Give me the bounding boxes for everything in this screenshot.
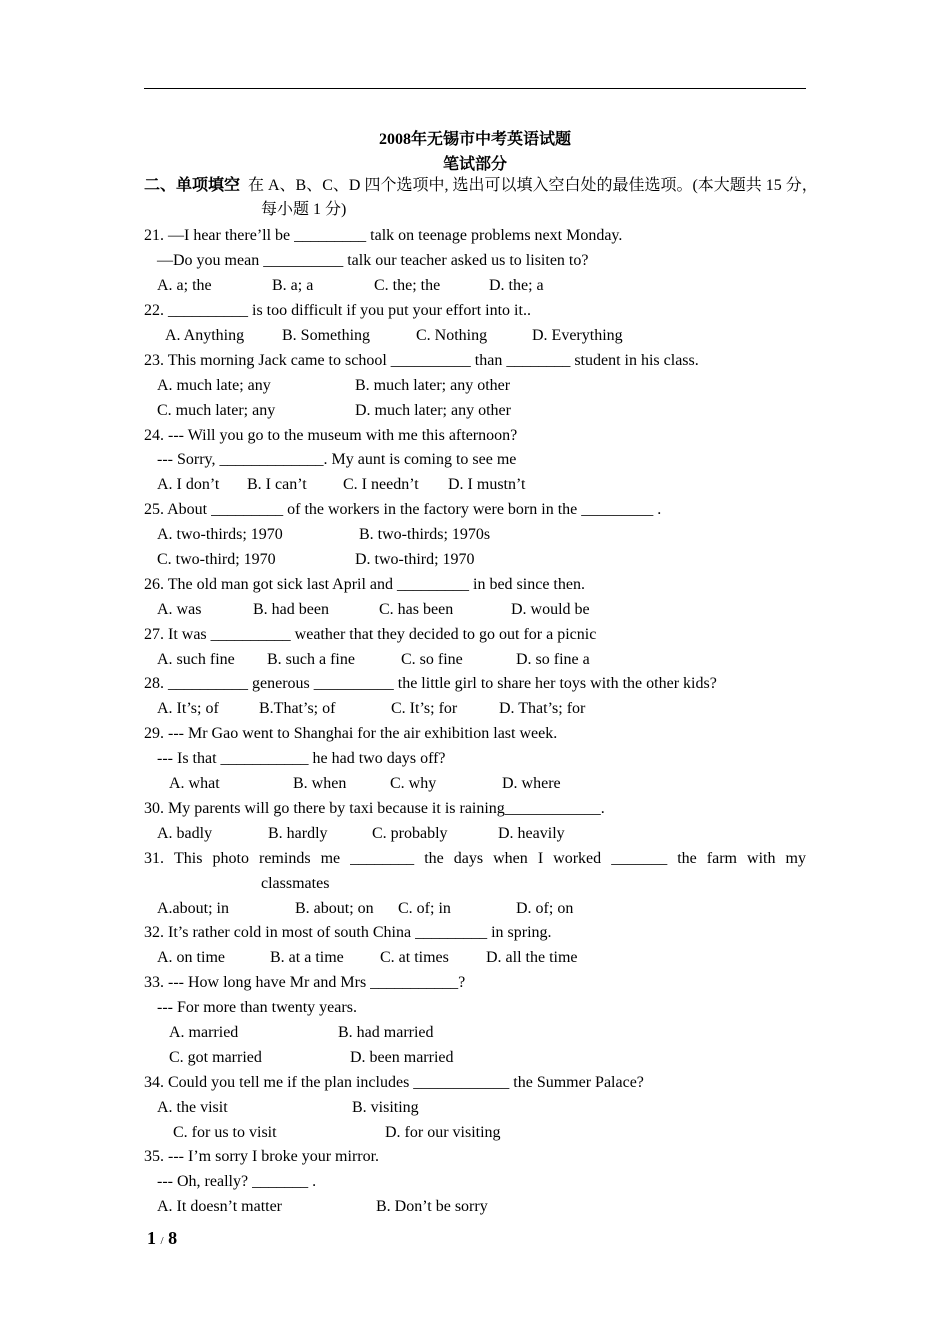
document-title: 2008年无锡市中考英语试题 bbox=[378, 131, 571, 148]
page-separator: / bbox=[160, 1235, 164, 1247]
q31-word: the bbox=[424, 850, 444, 867]
option-23d: D. much later; any other bbox=[355, 402, 511, 419]
option-29c: C. why bbox=[390, 775, 437, 792]
option-27b: B. such a fine bbox=[267, 651, 355, 668]
question-33-reply: --- For more than twenty years. bbox=[157, 999, 357, 1016]
option-24b: B. I can’t bbox=[247, 476, 307, 493]
q31-blank: ________ bbox=[350, 850, 415, 867]
option-35b: B. Don’t be sorry bbox=[376, 1198, 488, 1215]
section-instruction: 在 A、B、C、D 四个选项中, 选出可以填入空白处的最佳选项。(本大题共 15 分， bbox=[248, 177, 818, 194]
option-25c: C. two-third; 1970 bbox=[157, 551, 276, 568]
option-21c: C. the; the bbox=[374, 277, 441, 294]
option-32a: A. on time bbox=[157, 949, 225, 966]
option-28a: A. It’s; of bbox=[157, 700, 219, 717]
q31-word: when bbox=[493, 850, 528, 867]
question-26: 26. The old man got sick last April and _________ in bed since then. bbox=[144, 576, 585, 593]
option-25b: B. two-thirds; 1970s bbox=[359, 526, 491, 543]
question-34: 34. Could you tell me if the plan includes ____________ the Summer Palace? bbox=[144, 1074, 644, 1091]
option-34c: C. for us to visit bbox=[173, 1124, 277, 1141]
question-31 bbox=[144, 849, 806, 869]
option-21a: A. a; the bbox=[157, 277, 212, 294]
question-21-reply: —Do you mean __________ talk our teacher asked us to lisiten to? bbox=[157, 252, 589, 269]
question-35: 35. --- I’m sorry I broke your mirror. bbox=[144, 1148, 380, 1165]
option-22b: B. Something bbox=[282, 327, 371, 344]
option-34d: D. for our visiting bbox=[385, 1124, 501, 1141]
option-25a: A. two-thirds; 1970 bbox=[157, 526, 283, 543]
option-22d: D. Everything bbox=[532, 327, 623, 344]
option-35a: A. It doesn’t matter bbox=[157, 1198, 283, 1215]
question-29-reply: --- Is that ___________ he had two days off? bbox=[157, 750, 446, 767]
q31-blank: _______ bbox=[611, 850, 668, 867]
q31-word: the bbox=[677, 850, 697, 867]
question-27: 27. It was __________ weather that they decided to go out for a picnic bbox=[144, 626, 597, 643]
option-28d: D. That’s; for bbox=[499, 700, 586, 717]
option-23b: B. much later; any other bbox=[355, 377, 511, 394]
option-22c: C. Nothing bbox=[416, 327, 488, 344]
option-29d: D. where bbox=[502, 775, 561, 792]
option-26d: D. would be bbox=[511, 601, 590, 618]
q31-word: photo bbox=[212, 850, 249, 867]
question-28: 28. __________ generous __________ the little girl to share her toys with the other kids? bbox=[144, 675, 717, 692]
question-24-reply: --- Sorry, _____________. My aunt is coming to see me bbox=[157, 451, 517, 468]
question-30: 30. My parents will go there by taxi because it is raining____________. bbox=[144, 800, 605, 817]
question-33: 33. --- How long have Mr and Mrs ___________? bbox=[144, 974, 466, 991]
option-34a: A. the visit bbox=[157, 1099, 228, 1116]
option-25d: D. two-third; 1970 bbox=[355, 551, 475, 568]
option-31c: C. of; in bbox=[398, 900, 451, 917]
option-34b: B. visiting bbox=[352, 1099, 419, 1116]
q31-word: with bbox=[747, 850, 776, 867]
option-32b: B. at a time bbox=[270, 949, 344, 966]
option-24a: A. I don’t bbox=[157, 476, 220, 493]
question-25: 25. About _________ of the workers in the factory were born in the _________ . bbox=[144, 501, 662, 518]
option-33d: D. been married bbox=[350, 1049, 454, 1066]
question-23: 23. This morning Jack came to school __________ than ________ student in his class. bbox=[144, 352, 699, 369]
option-31a: A.about; in bbox=[157, 900, 229, 917]
option-26a: A. was bbox=[157, 601, 202, 618]
q31-word: days bbox=[453, 850, 484, 867]
question-21: 21. —I hear there’ll be _________ talk on teenage problems next Monday. bbox=[144, 227, 623, 244]
option-30a: A. badly bbox=[157, 825, 213, 842]
option-30d: D. heavily bbox=[498, 825, 565, 842]
option-32d: D. all the time bbox=[486, 949, 578, 966]
option-27d: D. so fine a bbox=[516, 651, 590, 668]
option-29b: B. when bbox=[293, 775, 347, 792]
option-22a: A. Anything bbox=[165, 327, 245, 344]
option-28c: C. It’s; for bbox=[391, 700, 458, 717]
q31-word: my bbox=[785, 850, 806, 867]
q31-word: me bbox=[320, 850, 341, 867]
current-page: 1 bbox=[147, 1228, 156, 1248]
option-30c: C. probably bbox=[372, 825, 448, 842]
option-33a: A. married bbox=[169, 1024, 239, 1041]
option-24d: D. I mustn’t bbox=[448, 476, 526, 493]
question-29: 29. --- Mr Gao went to Shanghai for the air exhibition last week. bbox=[144, 725, 558, 742]
question-22: 22. __________ is too difficult if you put your effort into it.. bbox=[144, 302, 531, 319]
question-35-reply: --- Oh, really? _______ . bbox=[157, 1173, 317, 1190]
question-32: 32. It’s rather cold in most of south China _________ in spring. bbox=[144, 924, 552, 941]
section-heading: 二、单项填空 bbox=[144, 177, 241, 194]
option-23c: C. much later; any bbox=[157, 402, 276, 419]
option-24c: C. I needn’t bbox=[343, 476, 419, 493]
q31-word: worked bbox=[553, 850, 602, 867]
option-30b: B. hardly bbox=[268, 825, 328, 842]
option-29a: A. what bbox=[169, 775, 220, 792]
question-24: 24. --- Will you go to the museum with me this afternoon? bbox=[144, 427, 518, 444]
page-number bbox=[147, 1228, 177, 1249]
document-subtitle: 笔试部分 bbox=[442, 156, 507, 173]
option-33b: B. had married bbox=[338, 1024, 434, 1041]
option-21b: B. a; a bbox=[272, 277, 314, 294]
question-31-cont: classmates bbox=[261, 875, 330, 892]
section-instruction-cont: 每小题 1 分) bbox=[261, 201, 347, 218]
option-27a: A. such fine bbox=[157, 651, 235, 668]
option-31d: D. of; on bbox=[516, 900, 574, 917]
option-21d: D. the; a bbox=[489, 277, 544, 294]
q31-word: I bbox=[537, 850, 544, 867]
option-31b: B. about; on bbox=[295, 900, 374, 917]
option-27c: C. so fine bbox=[401, 651, 463, 668]
option-26b: B. had been bbox=[253, 601, 329, 618]
option-26c: C. has been bbox=[379, 601, 454, 618]
option-32c: C. at times bbox=[380, 949, 449, 966]
q31-word: This bbox=[174, 850, 203, 867]
total-pages: 8 bbox=[168, 1228, 178, 1248]
option-23a: A. much late; any bbox=[157, 377, 271, 394]
option-28b: B.That’s; of bbox=[259, 700, 336, 717]
header-rule bbox=[144, 88, 806, 89]
q31-word: farm bbox=[706, 850, 737, 867]
option-33c: C. got married bbox=[169, 1049, 262, 1066]
q31-word: 31. bbox=[144, 850, 164, 867]
q31-word: reminds bbox=[259, 850, 311, 867]
